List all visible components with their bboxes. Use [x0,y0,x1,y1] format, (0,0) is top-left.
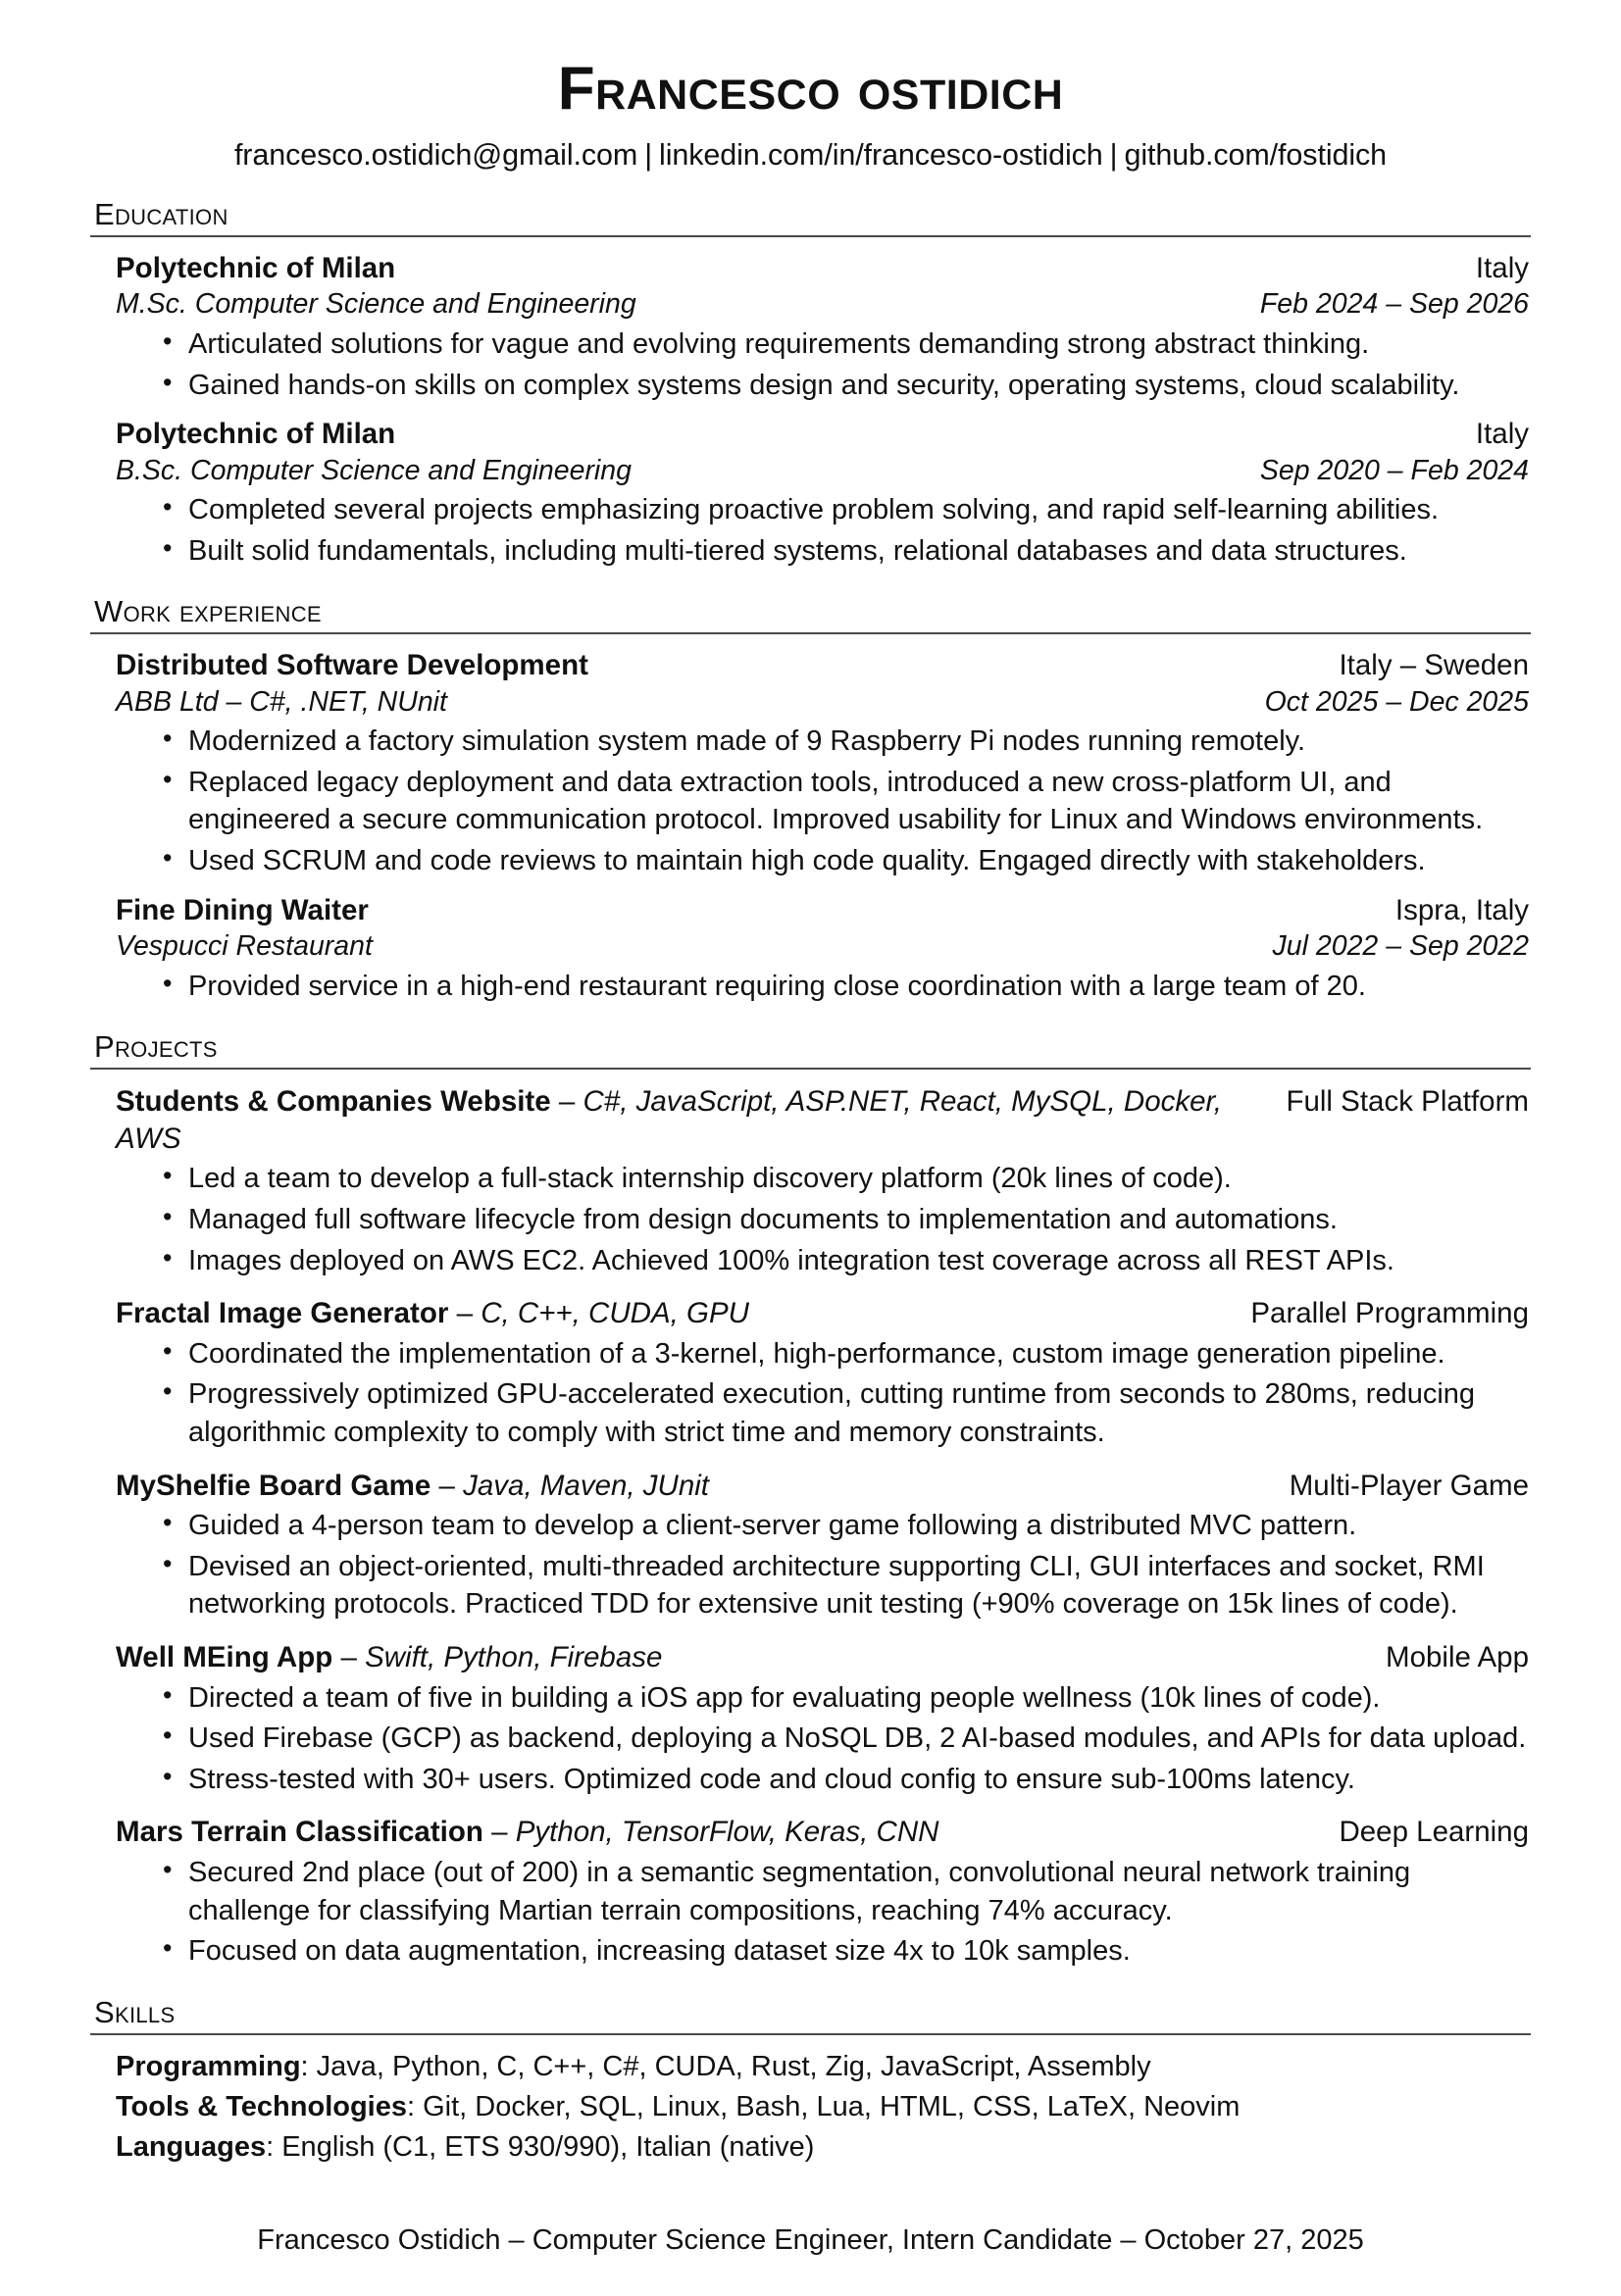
institution-location: Italy [1475,418,1529,451]
project-entry [116,1295,1529,1451]
employer-and-stack: ABB Ltd – C#, .NET, NUnit [116,685,447,718]
skill-values: Java, Python, C, C++, C#, CUDA, Rust, Zig, JavaScript, Assembly [316,2050,1151,2082]
employer-name: Vespucci Restaurant [116,930,373,963]
contact-line [90,138,1531,173]
skill-label: Languages [116,2130,267,2163]
project-dash: – [448,1297,481,1330]
project-category: Full Stack Platform [1286,1084,1529,1118]
project-headline [116,1814,938,1851]
project-stack: C#, JavaScript, ASP.NET, React, MySQL, Docker, AWS [116,1084,1222,1155]
bullet-item: • Replaced legacy deployment and data extraction tools, introduced a new cross-platform UI, and engineered a secure communication protocol. Improved usability for Linux and Windows environments. [161,764,1529,839]
bullet-item: • Stress-tested with 30+ users. Optimized code and cloud config to ensure sub-100ms latency. [161,1761,1529,1799]
bullet-item: • Gained hands-on skills on complex systems design and security, operating systems, cloud scalability. [161,367,1529,405]
bullet-item: • Managed full software lifecycle from design documents to implementation and automations. [161,1201,1529,1239]
entry-title-row [116,416,1529,453]
skills-list [90,2047,1531,2169]
education-entry [116,416,1529,570]
entry-title-row [116,892,1529,929]
education-entry [116,250,1529,404]
project-bullet-list [116,1335,1529,1452]
work-bullet-list [116,968,1529,1006]
bullet-item: • Articulated solutions for vague and evolving requirements demanding strong abstract thinking. [161,325,1529,364]
entry-title-row [116,647,1529,684]
project-name: MyShelfie Board Game [116,1469,431,1502]
job-location: Italy – Sweden [1339,649,1529,682]
email-text: francesco.ostidich@gmail.com [233,138,638,173]
institution-name: Polytechnic of Milan [116,251,396,284]
project-dash: – [431,1469,464,1502]
project-category: Parallel Programming [1250,1297,1529,1330]
section-divider [90,632,1531,634]
project-stack: Swift, Python, Firebase [365,1641,663,1674]
project-entry [116,1814,1529,1970]
bullet-item: • Devised an object-oriented, multi-threaded architecture supporting CLI, GUI interfaces and socket, RMI networking protocols. Practiced TDD for extensive unit testing (+90% coverage on 15k lines of code). [161,1548,1529,1623]
section-divider [90,235,1531,237]
bullet-item: • Used Firebase (GCP) as backend, deploying a NoSQL DB, 2 AI-based modules, and APIs for data upload. [161,1720,1529,1758]
section-skills [90,1995,1531,2168]
project-stack: Python, TensorFlow, Keras, CNN [515,1816,939,1849]
project-bullet-list [116,1507,1529,1623]
project-header-row [116,1468,1529,1505]
project-dash: – [482,1816,516,1849]
project-header-row [116,1639,1529,1676]
education-entries [90,250,1531,571]
education-bullet-list [116,325,1529,404]
section-projects [90,1029,1531,1971]
bullet-item: • Coordinated the implementation of a 3-kernel, high-performance, custom image generation pipeline. [161,1335,1529,1373]
project-name: Mars Terrain Classification [116,1816,483,1849]
project-bullet-list [116,1854,1529,1971]
skill-line-languages [116,2127,1531,2168]
project-name: Fractal Image Generator [116,1297,449,1330]
project-headline [116,1468,709,1505]
bullet-item: • Directed a team of five in building a iOS app for evaluating people wellness (10k lines of code). [161,1679,1529,1718]
bullet-item: • Completed several projects emphasizing proactive problem solving, and rapid self-learning abilities. [161,491,1529,529]
section-divider [90,2033,1531,2035]
bullet-item: • Focused on data augmentation, increasing dataset size 4x to 10k samples. [161,1932,1529,1971]
contact-separator: | [1109,138,1118,173]
job-dates: Jul 2022 – Sep 2022 [1272,930,1529,963]
project-category: Multi-Player Game [1289,1469,1529,1502]
work-bullet-list [116,723,1529,879]
project-entry [116,1639,1529,1798]
page-footer: Francesco Ostidich – Computer Science Engineer, Intern Candidate – October 27, 2025 [257,2224,1364,2257]
section-title-work-experience: Work experience [94,594,322,629]
job-title: Fine Dining Waiter [116,893,369,926]
education-bullet-list [116,491,1529,570]
skill-label: Programming [116,2050,301,2082]
skill-line-tools [116,2087,1531,2127]
project-headline [116,1083,1264,1158]
project-headline [116,1295,749,1332]
project-category: Deep Learning [1339,1816,1529,1849]
degree-name: M.Sc. Computer Science and Engineering [116,288,636,321]
job-dates: Oct 2025 – Dec 2025 [1264,685,1529,718]
section-education [90,197,1531,570]
skill-values: Git, Docker, SQL, Linux, Bash, Lua, HTML, CSS, LaTeX, Neovim [423,2090,1241,2122]
entry-subtitle-row [116,928,1529,964]
degree-dates: Sep 2020 – Feb 2024 [1259,454,1529,486]
bullet-item: • Progressively optimized GPU-accelerated execution, cutting runtime from seconds to 280ms, reducing algorithmic complexity to comply with strict time and memory constraints. [161,1375,1529,1451]
skill-separator: : [266,2130,282,2163]
entry-title-row [116,250,1529,287]
contact-separator: | [644,138,653,173]
project-stack: C, C++, CUDA, GPU [481,1297,749,1330]
bullet-item: • Modernized a factory simulation system made of 9 Raspberry Pi nodes running remotely. [161,723,1529,761]
project-entries [90,1083,1531,1971]
section-divider [90,1068,1531,1070]
skill-separator: : [300,2050,317,2082]
skill-separator: : [407,2090,424,2122]
bullet-item: • Led a team to develop a full-stack internship discovery platform (20k lines of code). [161,1160,1529,1198]
bullet-item: • Used SCRUM and code reviews to maintain high code quality. Engaged directly with stakeholders. [161,842,1529,880]
bullet-item: • Provided service in a high-end restaurant requiring close coordination with a large team of 20. [161,968,1529,1006]
project-dash: – [550,1084,583,1118]
bullet-item: • Images deployed on AWS EC2. Achieved 100% integration test coverage across all REST APIs. [161,1242,1529,1280]
job-title: Distributed Software Development [116,649,588,682]
section-title-projects: Projects [94,1029,218,1065]
project-bullet-list [116,1679,1529,1799]
work-entries [90,647,1531,1005]
project-name: Well MEing App [116,1641,333,1674]
degree-name: B.Sc. Computer Science and Engineering [116,454,632,486]
bullet-item: • Secured 2nd place (out of 200) in a semantic segmentation, convolutional neural network training challenge for classifying Martian terrain compositions, reaching 74% accuracy. [161,1854,1529,1929]
project-headline [116,1639,662,1676]
project-header-row [116,1083,1529,1158]
work-entry [116,647,1529,879]
project-stack: Java, Maven, JUnit [463,1469,709,1502]
project-entry [116,1468,1529,1623]
section-title-skills: Skills [94,1994,176,2029]
project-bullet-list [116,1160,1529,1279]
bullet-item: • Guided a 4-person team to develop a client-server game following a distributed MVC pattern. [161,1507,1529,1545]
skill-values: English (C1, ETS 930/990), Italian (native) [281,2130,815,2163]
project-category: Mobile App [1386,1641,1529,1674]
bullet-item: • Built solid fundamentals, including multi-tiered systems, relational databases and data structures. [161,532,1529,571]
project-entry [116,1083,1529,1279]
work-entry [116,892,1529,1006]
institution-name: Polytechnic of Milan [116,418,396,451]
linkedin-text: linkedin.com/in/francesco-ostidich [659,138,1103,173]
section-work-experience [90,594,1531,1005]
degree-dates: Feb 2024 – Sep 2026 [1259,288,1529,321]
entry-subtitle-row [116,684,1529,720]
entry-subtitle-row [116,453,1529,488]
project-dash: – [332,1641,366,1674]
candidate-name: Francesco ostidich [557,55,1064,123]
job-location: Ispra, Italy [1394,893,1529,926]
entry-subtitle-row [116,286,1529,322]
section-title-education: Education [94,197,228,232]
project-name: Students & Companies Website [116,1084,551,1118]
skill-line-programming [116,2047,1531,2087]
resume-header [90,57,1531,173]
skill-label: Tools & Technologies [116,2090,407,2122]
institution-location: Italy [1475,251,1529,284]
project-header-row [116,1814,1529,1851]
github-text: github.com/fostidich [1124,138,1388,173]
project-header-row [116,1295,1529,1332]
